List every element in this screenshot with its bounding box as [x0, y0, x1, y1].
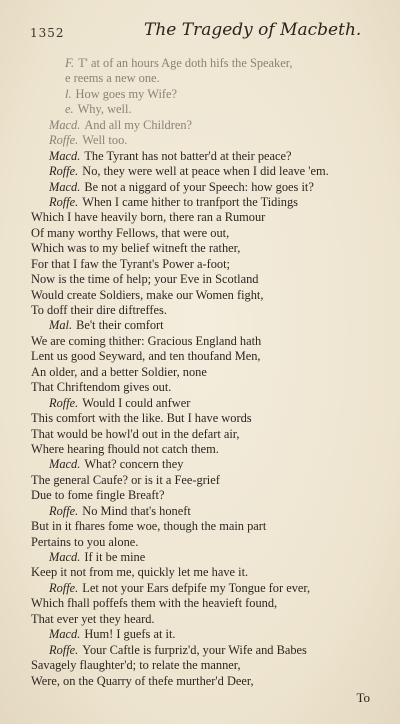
- text-line: [31, 118, 372, 133]
- play-text: [31, 56, 372, 689]
- text-line: [31, 365, 372, 380]
- text-line: [31, 272, 372, 287]
- text-line: [31, 87, 372, 102]
- line-text: But in it fhares fome woe, though the main part: [31, 519, 267, 534]
- line-text: When I came hither to tranfport the Tidings: [82, 194, 299, 209]
- speaker-name: Roffe.: [49, 503, 79, 518]
- line-text: Savagely flaughter'd; to relate the manner,: [31, 658, 241, 673]
- line-text: Pertains to you alone.: [31, 534, 139, 549]
- text-line: [31, 519, 372, 534]
- line-text: Hum! I guefs at it.: [84, 627, 176, 642]
- line-text: No Mind that's honeft: [82, 503, 191, 518]
- text-line: [31, 457, 372, 472]
- text-line: [31, 550, 372, 565]
- text-line: [31, 349, 372, 364]
- line-text: We are coming thither: Gracious England hath: [31, 333, 262, 348]
- text-line: [31, 303, 372, 318]
- line-text: Be't their comfort: [76, 318, 164, 333]
- text-line: [31, 473, 372, 488]
- line-text: Keep it not from me, quickly let me have it.: [31, 565, 249, 580]
- line-text: If it be mine: [84, 550, 146, 564]
- line-text: Now is the time of help; your Eve in Scotland: [31, 272, 259, 287]
- line-text: Due to fome fingle Breaft?: [31, 488, 165, 503]
- text-line: [31, 71, 372, 86]
- line-text: Which was to my belief witneft the rather,: [31, 241, 241, 256]
- line-text: Lent us good Seyward, and ten thoufand Men,: [31, 349, 261, 364]
- text-line: [31, 318, 372, 333]
- line-text: Where hearing fhould not catch them.: [31, 441, 219, 456]
- text-line: [31, 488, 372, 503]
- running-title: The Tragedy of Macbeth.: [144, 20, 362, 40]
- text-line: [31, 334, 372, 349]
- text-line: [31, 164, 372, 179]
- text-line: [31, 380, 372, 395]
- speaker-name: Macd.: [49, 179, 81, 194]
- text-line: [31, 396, 372, 411]
- line-text: Well too.: [82, 133, 128, 148]
- text-line: [31, 643, 372, 658]
- line-text: What? concern they: [84, 457, 184, 472]
- text-line: [31, 149, 372, 164]
- speaker-name: Roffe.: [49, 164, 79, 179]
- speaker-name: Roffe.: [49, 194, 79, 209]
- text-line: [31, 596, 372, 611]
- speaker-name: Roffe.: [49, 580, 79, 595]
- text-line: [31, 133, 372, 148]
- text-line: [31, 442, 372, 457]
- line-text: To doff their dire diftreffes.: [31, 303, 167, 317]
- text-line: [31, 102, 372, 117]
- speaker-name: Roffe.: [49, 133, 79, 148]
- speaker-name: F.: [65, 56, 75, 70]
- text-line: [31, 565, 372, 580]
- line-text: Would create Soldiers, make our Women fight,: [31, 287, 264, 302]
- line-text: No, they were well at peace when I did leave 'em.: [82, 164, 329, 179]
- line-text: That would be howl'd out in the defart air,: [31, 426, 240, 441]
- text-line: [31, 627, 372, 642]
- text-line: [31, 674, 372, 689]
- text-line: [31, 612, 372, 627]
- speaker-name: e.: [65, 102, 74, 117]
- line-text: Were, on the Quarry of thefe murther'd Deer,: [31, 673, 254, 688]
- text-line: [31, 180, 372, 195]
- text-line: [31, 427, 372, 442]
- line-text: The general Caufe? or is it a Fee-grief: [31, 472, 220, 487]
- text-line: [31, 257, 372, 272]
- speaker-name: Roffe.: [49, 642, 79, 657]
- speaker-name: Macd.: [49, 457, 81, 472]
- text-line: [31, 535, 372, 550]
- line-text: That ever yet they heard.: [31, 611, 155, 626]
- speaker-name: Roffe.: [49, 395, 79, 410]
- line-text: For that I faw the Tyrant's Power a-foot;: [31, 256, 230, 271]
- line-text: Which fhall poffefs them with the heavieft found,: [31, 596, 278, 611]
- line-text: Let not your Ears defpife my Tongue for ever,: [82, 580, 311, 595]
- text-line: [31, 241, 372, 256]
- speaker-name: Macd.: [49, 627, 81, 642]
- line-text: Would I could anfwer: [82, 395, 191, 410]
- line-text: Which I have heavily born, there ran a Rumour: [31, 210, 266, 225]
- text-line: [31, 56, 372, 71]
- line-text: That Chriftendom gives out.: [31, 380, 172, 395]
- line-text: Your Caftle is furpriz'd, your Wife and Babes: [82, 642, 307, 657]
- text-line: [31, 504, 372, 519]
- line-text: An older, and a better Soldier, none: [31, 364, 207, 379]
- line-text: T' at of an hours Age doth hifs the Speaker,: [78, 56, 293, 70]
- speaker-name: Macd.: [49, 148, 81, 163]
- line-text: The Tyrant has not batter'd at their peace?: [84, 148, 292, 163]
- page-header: [24, 20, 380, 46]
- line-text: e reems a new one.: [65, 71, 160, 86]
- text-line: [31, 226, 372, 241]
- line-text: How goes my Wife?: [75, 86, 178, 101]
- line-text: Why, well.: [77, 102, 132, 117]
- line-text: Be not a niggard of your Speech: how goes it?: [84, 179, 314, 194]
- text-line: [31, 210, 372, 225]
- text-line: [31, 411, 372, 426]
- text-line: [31, 195, 372, 210]
- line-text: And all my Children?: [84, 117, 193, 132]
- catchword: To: [356, 690, 370, 705]
- text-line: [31, 658, 372, 673]
- line-text: Of many worthy Fellows, that were out,: [31, 225, 230, 240]
- speaker-name: Macd.: [49, 117, 81, 132]
- speaker-name: Macd.: [49, 550, 81, 564]
- text-line: [31, 288, 372, 303]
- speaker-name: l.: [65, 86, 72, 101]
- line-text: This comfort with the like. But I have words: [31, 411, 252, 426]
- text-line: [31, 581, 372, 596]
- speaker-name: Mal.: [49, 318, 73, 333]
- page-number: 1352: [30, 26, 65, 40]
